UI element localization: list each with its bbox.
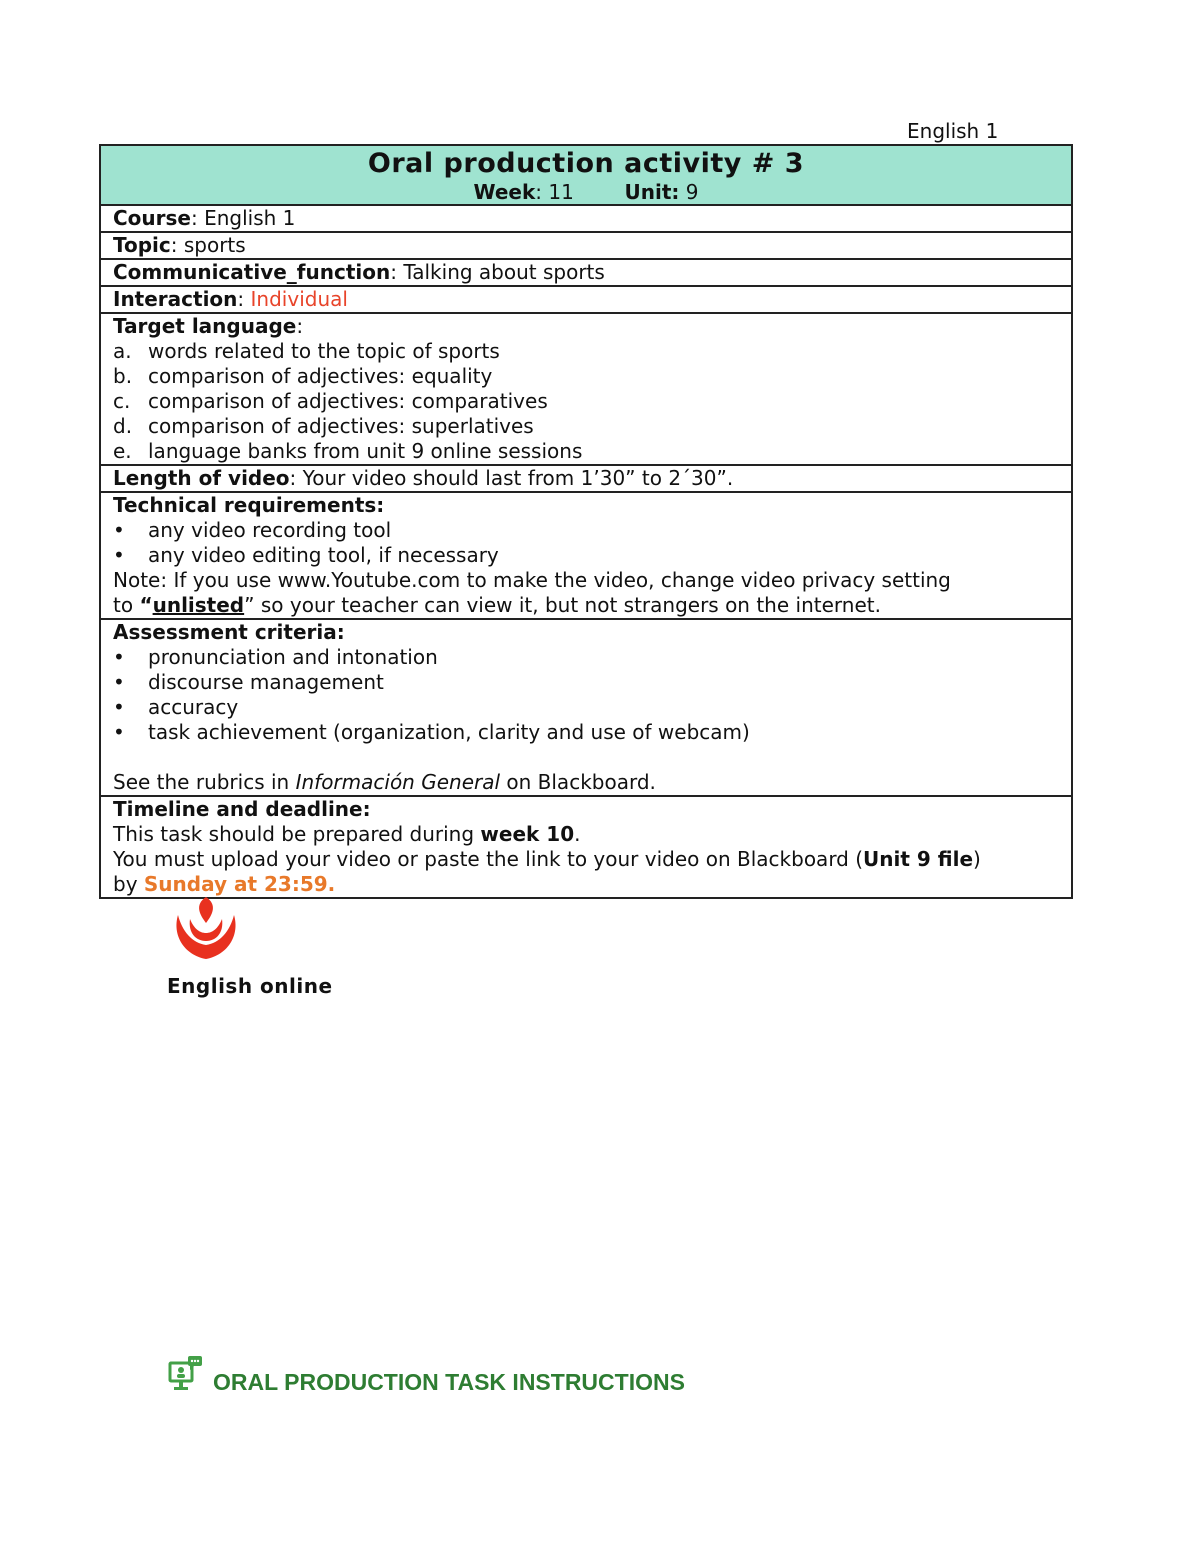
- bullet-icon: •: [113, 645, 125, 669]
- list-item: [113, 543, 1059, 568]
- unit-label: Unit:: [624, 180, 680, 204]
- upload-post: ): [973, 847, 981, 871]
- technical-requirements-row: [100, 492, 1072, 619]
- list-item-text: pronunciation and intonation: [148, 645, 438, 669]
- unlisted-keyword: unlisted: [152, 593, 245, 617]
- bullet-icon: •: [113, 695, 125, 719]
- topic-row: [100, 232, 1072, 259]
- target-language-colon: :: [296, 314, 304, 338]
- list-item: [113, 720, 1059, 745]
- list-item: [113, 518, 1059, 543]
- activity-table: [99, 144, 1073, 899]
- video-length-label: Length of video: [113, 466, 290, 490]
- list-item: [113, 364, 1059, 389]
- list-item: [113, 339, 1059, 364]
- list-item-text: task achievement (organization, clarity and use of webcam): [148, 720, 750, 744]
- note-rest: ” so your teacher can view it, but not strangers on the internet.: [244, 593, 881, 617]
- logo-text: English online: [167, 974, 333, 998]
- list-item-text: discourse management: [148, 670, 384, 694]
- timeline-label: Timeline and deadline:: [113, 797, 371, 821]
- unit-value: 9: [685, 180, 699, 204]
- flame-logo-icon: [170, 893, 242, 963]
- note-to: to: [113, 593, 140, 617]
- assessment-criteria-label: Assessment criteria:: [113, 620, 345, 644]
- list-item: [113, 695, 1059, 720]
- deadline-line: [113, 872, 1059, 897]
- timeline-pre: This task should be prepared during: [113, 822, 481, 846]
- list-item-text: any video recording tool: [148, 518, 392, 542]
- assessment-criteria-list: [113, 645, 1059, 745]
- course-row: [100, 205, 1072, 232]
- list-item-text: comparison of adjectives: comparatives: [148, 389, 548, 413]
- activity-title: Oral production activity # 3: [367, 148, 805, 179]
- list-item-text: accuracy: [148, 695, 239, 719]
- list-item-text: language banks from unit 9 online sessions: [148, 439, 583, 463]
- list-item: [113, 389, 1059, 414]
- technical-requirements-label: Technical requirements:: [113, 493, 385, 517]
- list-item-text: comparison of adjectives: equality: [148, 364, 493, 388]
- bullet-icon: •: [113, 670, 125, 694]
- upload-pre: You must upload your video or paste the link to your video on Blackboard (: [113, 847, 864, 871]
- header-course-label: English 1: [907, 119, 999, 143]
- rubrics-post: on Blackboard.: [500, 770, 656, 794]
- list-marker: d.: [113, 414, 133, 438]
- youtube-note: Note: If you use www.Youtube.com to make the video, change video privacy setting: [113, 568, 951, 592]
- course-value: : English 1: [191, 206, 296, 230]
- rubrics-note: [113, 770, 1059, 795]
- target-language-row: [100, 313, 1072, 465]
- presentation-chat-icon: [168, 1355, 204, 1391]
- bullet-icon: •: [113, 518, 125, 542]
- video-length-row: [100, 465, 1072, 492]
- function-row: [100, 259, 1072, 286]
- course-label: Course: [113, 206, 191, 230]
- week-label: Week: [473, 180, 536, 204]
- upload-text: [113, 847, 1059, 872]
- list-item-text: words related to the topic of sports: [148, 339, 500, 363]
- technical-requirements-list: [113, 518, 1059, 568]
- week-unit-line: [113, 180, 1059, 204]
- timeline-row: [100, 796, 1072, 898]
- list-marker: a.: [113, 339, 132, 363]
- list-item: [113, 414, 1059, 439]
- topic-value: : sports: [170, 233, 246, 257]
- bullet-icon: •: [113, 543, 125, 567]
- note-quote-open: “: [139, 593, 153, 617]
- video-length-value: : Your video should last from 1’30” to 2´30”.: [289, 466, 734, 490]
- interaction-value: Individual: [250, 287, 348, 311]
- timeline-week: week 10: [480, 822, 575, 846]
- youtube-note-continued: [113, 593, 1059, 618]
- list-marker: b.: [113, 364, 133, 388]
- rubrics-location: Información General: [295, 770, 501, 794]
- interaction-separator: :: [237, 287, 251, 311]
- upload-unit-file: Unit 9 file: [863, 847, 974, 871]
- assessment-criteria-row: [100, 619, 1072, 796]
- title-row: [100, 145, 1072, 205]
- interaction-row: [100, 286, 1072, 313]
- list-item: [113, 670, 1059, 695]
- list-marker: c.: [113, 389, 131, 413]
- timeline-text: [113, 822, 1059, 847]
- list-item: [113, 645, 1059, 670]
- deadline-value: Sunday at 23:59.: [143, 872, 336, 896]
- week-value: : 11: [535, 180, 574, 204]
- topic-label: Topic: [113, 233, 171, 257]
- title-cell: [100, 145, 1072, 205]
- timeline-dot: .: [574, 822, 581, 846]
- list-item-text: any video editing tool, if necessary: [148, 543, 499, 567]
- interaction-label: Interaction: [113, 287, 238, 311]
- by-label: by: [113, 872, 144, 896]
- function-label: Communicative_function: [113, 260, 391, 284]
- function-value: : Talking about sports: [390, 260, 605, 284]
- list-item-text: comparison of adjectives: superlatives: [148, 414, 534, 438]
- target-language-label: Target language: [113, 314, 297, 338]
- footer-title: ORAL PRODUCTION TASK INSTRUCTIONS: [213, 1369, 685, 1395]
- list-marker: e.: [113, 439, 132, 463]
- target-language-list: [113, 339, 1059, 464]
- bullet-icon: •: [113, 720, 125, 744]
- list-item: [113, 439, 1059, 464]
- rubrics-pre: See the rubrics in: [113, 770, 296, 794]
